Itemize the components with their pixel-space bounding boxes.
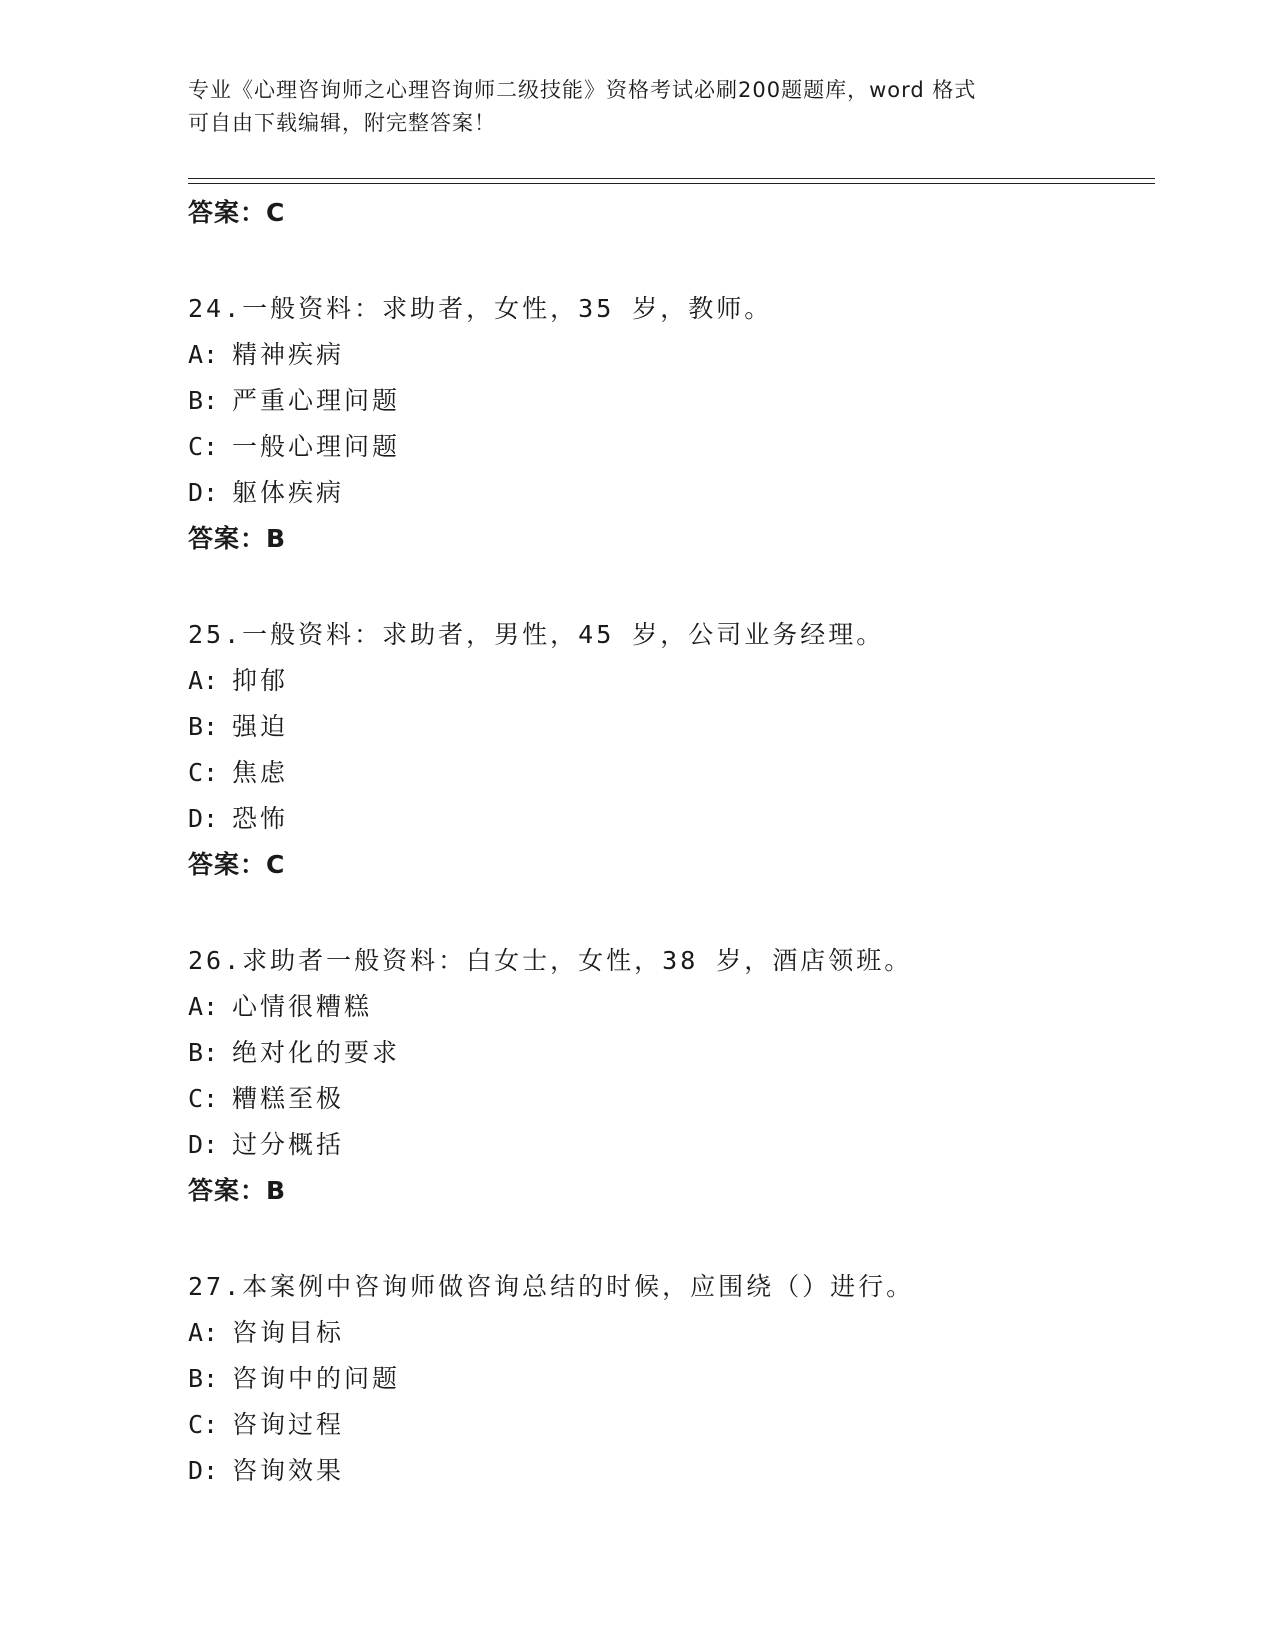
option-a xyxy=(188,984,1148,1030)
option-letter: B: xyxy=(188,386,219,415)
option-letter: A: xyxy=(188,340,219,369)
option-text: 咨询目标 xyxy=(232,1318,345,1347)
option-d xyxy=(188,796,1148,842)
option-letter: C: xyxy=(188,1084,219,1113)
previous-question-answer: 答案：C xyxy=(188,198,286,227)
option-a xyxy=(188,332,1148,378)
option-a xyxy=(188,658,1148,704)
option-text: 躯体疾病 xyxy=(232,478,345,507)
option-d xyxy=(188,1448,1148,1494)
question-list xyxy=(188,190,1148,1544)
option-text: 抑郁 xyxy=(232,666,289,695)
document-header xyxy=(188,74,1088,140)
question-26 xyxy=(188,938,1148,1214)
option-text: 咨询过程 xyxy=(232,1410,345,1439)
option-letter: C: xyxy=(188,758,219,787)
option-d xyxy=(188,470,1148,516)
option-c xyxy=(188,1402,1148,1448)
answer-line: 答案：B xyxy=(188,1176,287,1205)
option-text: 强迫 xyxy=(232,712,289,741)
option-text: 心情很糟糕 xyxy=(232,992,373,1021)
option-letter: D: xyxy=(188,1456,219,1485)
option-text: 精神疾病 xyxy=(232,340,345,369)
option-letter: A: xyxy=(188,992,219,1021)
option-text: 焦虑 xyxy=(232,758,289,787)
question-24 xyxy=(188,286,1148,562)
option-letter: D: xyxy=(188,804,219,833)
header-line-1: 专业《心理咨询师之心理咨询师二级技能》资格考试必刷200题题库，word 格式 xyxy=(188,78,977,102)
option-letter: B: xyxy=(188,1364,219,1393)
option-c xyxy=(188,1076,1148,1122)
option-text: 咨询效果 xyxy=(232,1456,345,1485)
option-b xyxy=(188,1030,1148,1076)
question-25 xyxy=(188,612,1148,888)
option-c xyxy=(188,750,1148,796)
question-27 xyxy=(188,1264,1148,1494)
option-text: 过分概括 xyxy=(232,1130,345,1159)
question-stem: 27.本案例中咨询师做咨询总结的时候，应围绕（）进行。 xyxy=(188,1272,915,1301)
question-stem: 26.求助者一般资料：白女士，女性，38 岁，酒店领班。 xyxy=(188,946,913,975)
option-letter: B: xyxy=(188,1038,219,1067)
option-b xyxy=(188,704,1148,750)
question-stem: 25.一般资料：求助者，男性，45 岁，公司业务经理。 xyxy=(188,620,885,649)
option-text: 一般心理问题 xyxy=(232,432,401,461)
option-letter: A: xyxy=(188,1318,219,1347)
option-text: 绝对化的要求 xyxy=(232,1038,401,1067)
header-line-2: 可自由下载编辑，附完整答案！ xyxy=(188,111,496,135)
option-text: 糟糕至极 xyxy=(232,1084,345,1113)
option-letter: D: xyxy=(188,1130,219,1159)
option-c xyxy=(188,424,1148,470)
option-text: 严重心理问题 xyxy=(232,386,401,415)
option-letter: B: xyxy=(188,712,219,741)
question-stem: 24.一般资料：求助者，女性，35 岁，教师。 xyxy=(188,294,773,323)
header-divider-top xyxy=(188,178,1155,179)
option-b xyxy=(188,378,1148,424)
option-letter: D: xyxy=(188,478,219,507)
header-divider-bottom xyxy=(188,183,1155,184)
option-a xyxy=(188,1310,1148,1356)
option-b xyxy=(188,1356,1148,1402)
option-text: 咨询中的问题 xyxy=(232,1364,401,1393)
option-letter: A: xyxy=(188,666,219,695)
option-letter: C: xyxy=(188,1410,219,1439)
option-text: 恐怖 xyxy=(232,804,289,833)
answer-line: 答案：C xyxy=(188,850,286,879)
option-d xyxy=(188,1122,1148,1168)
option-letter: C: xyxy=(188,432,219,461)
answer-line: 答案：B xyxy=(188,524,287,553)
